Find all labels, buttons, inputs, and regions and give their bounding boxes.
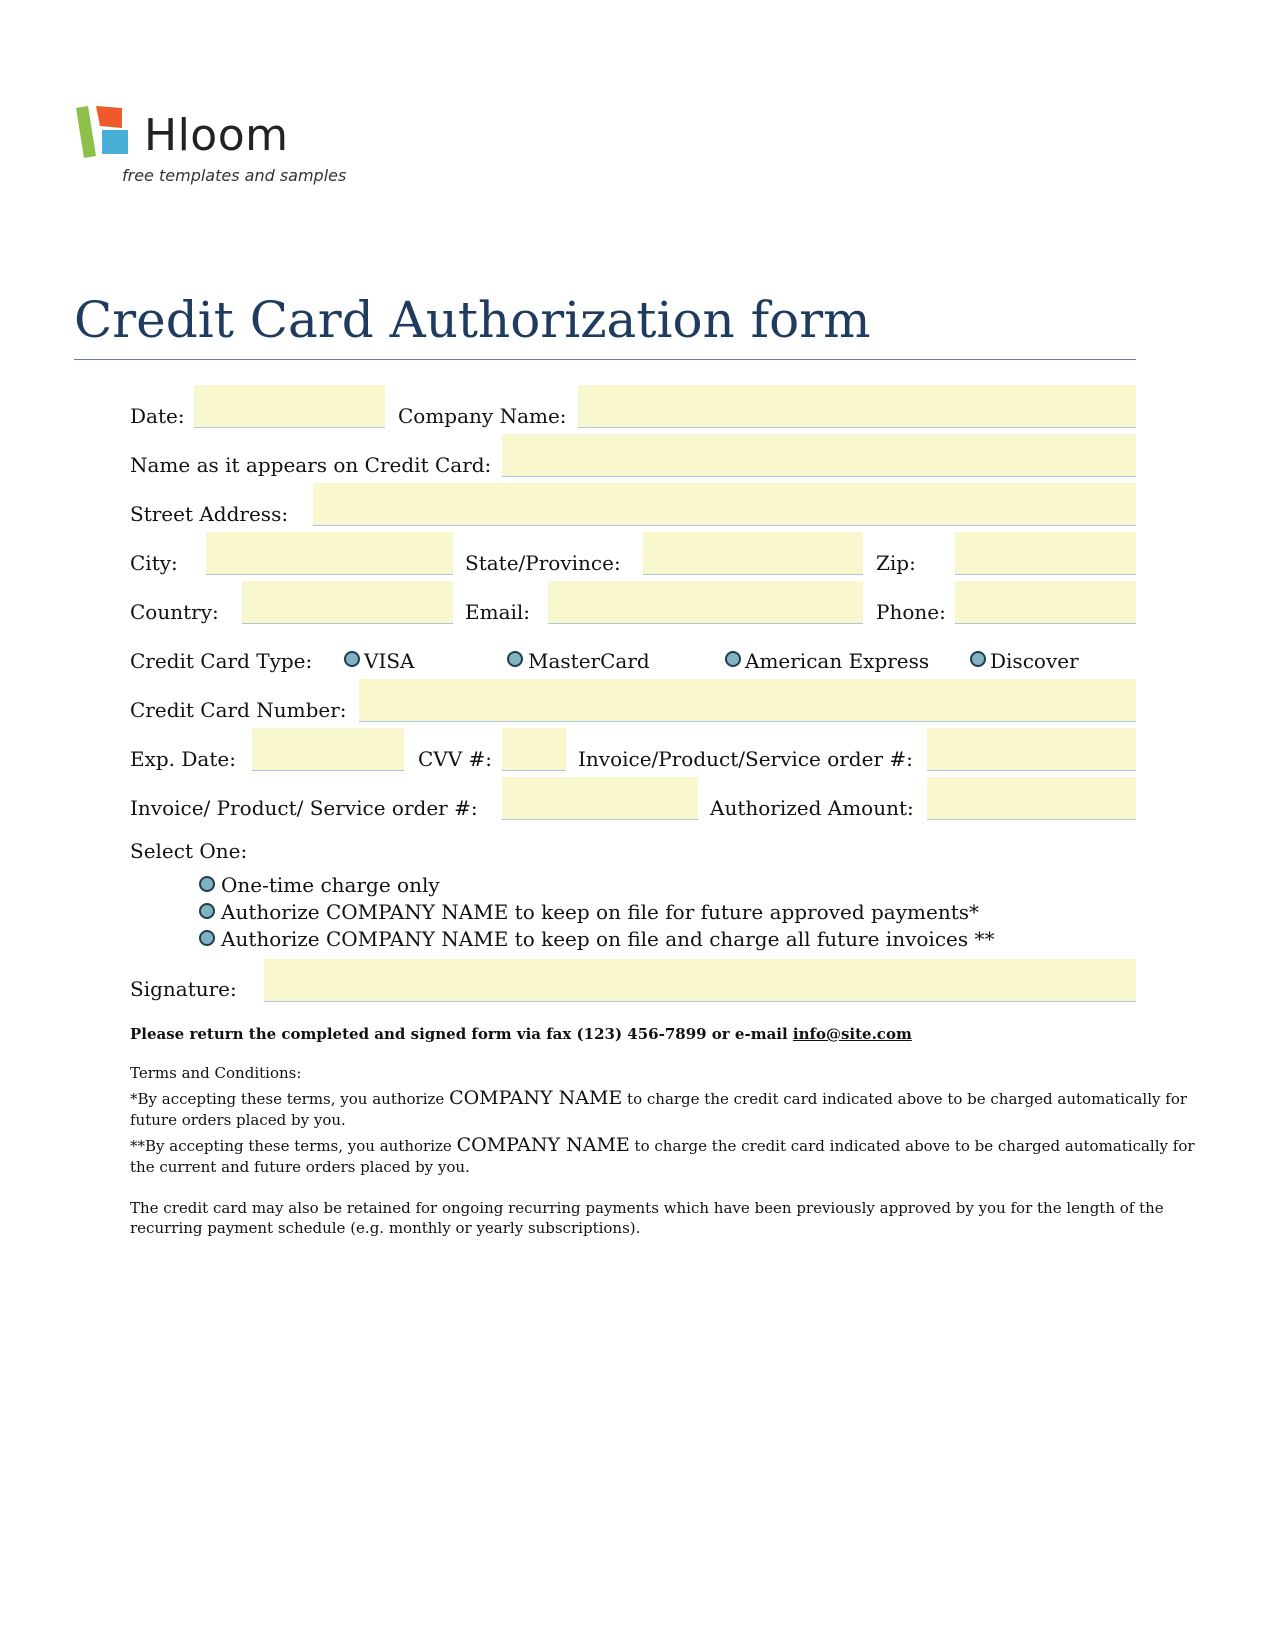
exp-date-label: Exp. Date: [130, 747, 236, 771]
terms-p2-line2: the current and future orders placed by you. [130, 1158, 470, 1176]
keep-on-file-label: Authorize COMPANY NAME to keep on file for future approved payments* [221, 900, 979, 924]
invoice-order-label: Invoice/Product/Service order #: [578, 747, 913, 771]
charge-future-invoices-label: Authorize COMPANY NAME to keep on file and charge all future invoices ** [221, 927, 995, 951]
charge-future-invoices-radio[interactable] [199, 930, 215, 946]
cvv-label: CVV #: [418, 747, 493, 771]
return-instructions-text: Please return the completed and signed form via fax (123) 456-7899 or e-mail [130, 1025, 793, 1043]
signature-field[interactable] [264, 959, 1136, 1002]
visa-radio[interactable] [344, 651, 360, 667]
terms-p1-line2: future orders placed by you. [130, 1111, 346, 1129]
terms-p1-prefix: *By accepting these terms, you authorize [130, 1090, 450, 1108]
brand-name: Hloom [144, 110, 289, 161]
brand-tagline: free templates and samples [122, 166, 347, 185]
exp-date-field[interactable] [252, 728, 404, 771]
one-time-charge-radio[interactable] [199, 876, 215, 892]
city-field[interactable] [206, 532, 453, 575]
email-label: Email: [465, 600, 531, 624]
discover-label: Discover [990, 649, 1079, 673]
state-label: State/Province: [465, 551, 621, 575]
zip-label: Zip: [876, 551, 916, 575]
contact-email-link[interactable]: info@site.com [792, 1025, 912, 1043]
card-number-field[interactable] [359, 679, 1136, 722]
title-underline [74, 359, 1136, 360]
mastercard-radio[interactable] [507, 651, 523, 667]
signature-label: Signature: [130, 977, 237, 1001]
terms-paragraph-2 [130, 1135, 1195, 1156]
date-field[interactable] [194, 385, 385, 428]
city-label: City: [130, 551, 178, 575]
keep-on-file-radio[interactable] [199, 903, 215, 919]
invoice-order-field[interactable] [927, 728, 1136, 771]
discover-radio[interactable] [970, 651, 986, 667]
street-address-label: Street Address: [130, 502, 289, 526]
amex-radio[interactable] [725, 651, 741, 667]
hloom-logo-icon [76, 106, 136, 166]
form-title: Credit Card Authorization form [74, 291, 871, 349]
card-number-label: Credit Card Number: [130, 698, 347, 722]
hloom-logo [76, 106, 366, 190]
invoice-order-2-field[interactable] [502, 777, 698, 820]
country-field[interactable] [242, 581, 453, 624]
amex-label: American Express [745, 649, 930, 673]
one-time-charge-label: One-time charge only [221, 873, 440, 897]
name-on-card-field[interactable] [502, 434, 1136, 477]
authorized-amount-field[interactable] [927, 777, 1136, 820]
terms-p2-prefix: **By accepting these terms, you authorize [130, 1137, 457, 1155]
mastercard-label: MasterCard [528, 649, 650, 673]
select-one-label: Select One: [130, 839, 248, 863]
return-instructions [130, 1024, 912, 1044]
visa-label: VISA [364, 649, 415, 673]
terms-paragraph-1 [130, 1088, 1187, 1109]
country-label: Country: [130, 600, 219, 624]
terms-p2-suffix: to charge the credit card indicated above to be charged automatically for [629, 1137, 1195, 1155]
state-field[interactable] [643, 532, 863, 575]
terms-p3-line2: recurring payment schedule (e.g. monthly or yearly subscriptions). [130, 1219, 641, 1237]
company-name-field[interactable] [578, 385, 1136, 428]
terms-p2-company: COMPANY NAME [456, 1134, 630, 1156]
card-type-label: Credit Card Type: [130, 649, 313, 673]
authorized-amount-label: Authorized Amount: [710, 796, 914, 820]
terms-p1-suffix: to charge the credit card indicated above to be charged automatically for [622, 1090, 1188, 1108]
email-field[interactable] [548, 581, 863, 624]
terms-p3-line1: The credit card may also be retained for ongoing recurring payments which have been previously approved by you for the length of the [130, 1199, 1164, 1217]
invoice-order-2-label: Invoice/ Product/ Service order #: [130, 796, 478, 820]
zip-field[interactable] [955, 532, 1136, 575]
phone-label: Phone: [876, 600, 946, 624]
terms-p1-company: COMPANY NAME [449, 1087, 623, 1109]
street-address-field[interactable] [313, 483, 1136, 526]
phone-field[interactable] [955, 581, 1136, 624]
name-on-card-label: Name as it appears on Credit Card: [130, 453, 492, 477]
terms-heading: Terms and Conditions: [130, 1064, 302, 1082]
company-name-label: Company Name: [398, 404, 567, 428]
cvv-field[interactable] [502, 728, 566, 771]
date-label: Date: [130, 404, 185, 428]
